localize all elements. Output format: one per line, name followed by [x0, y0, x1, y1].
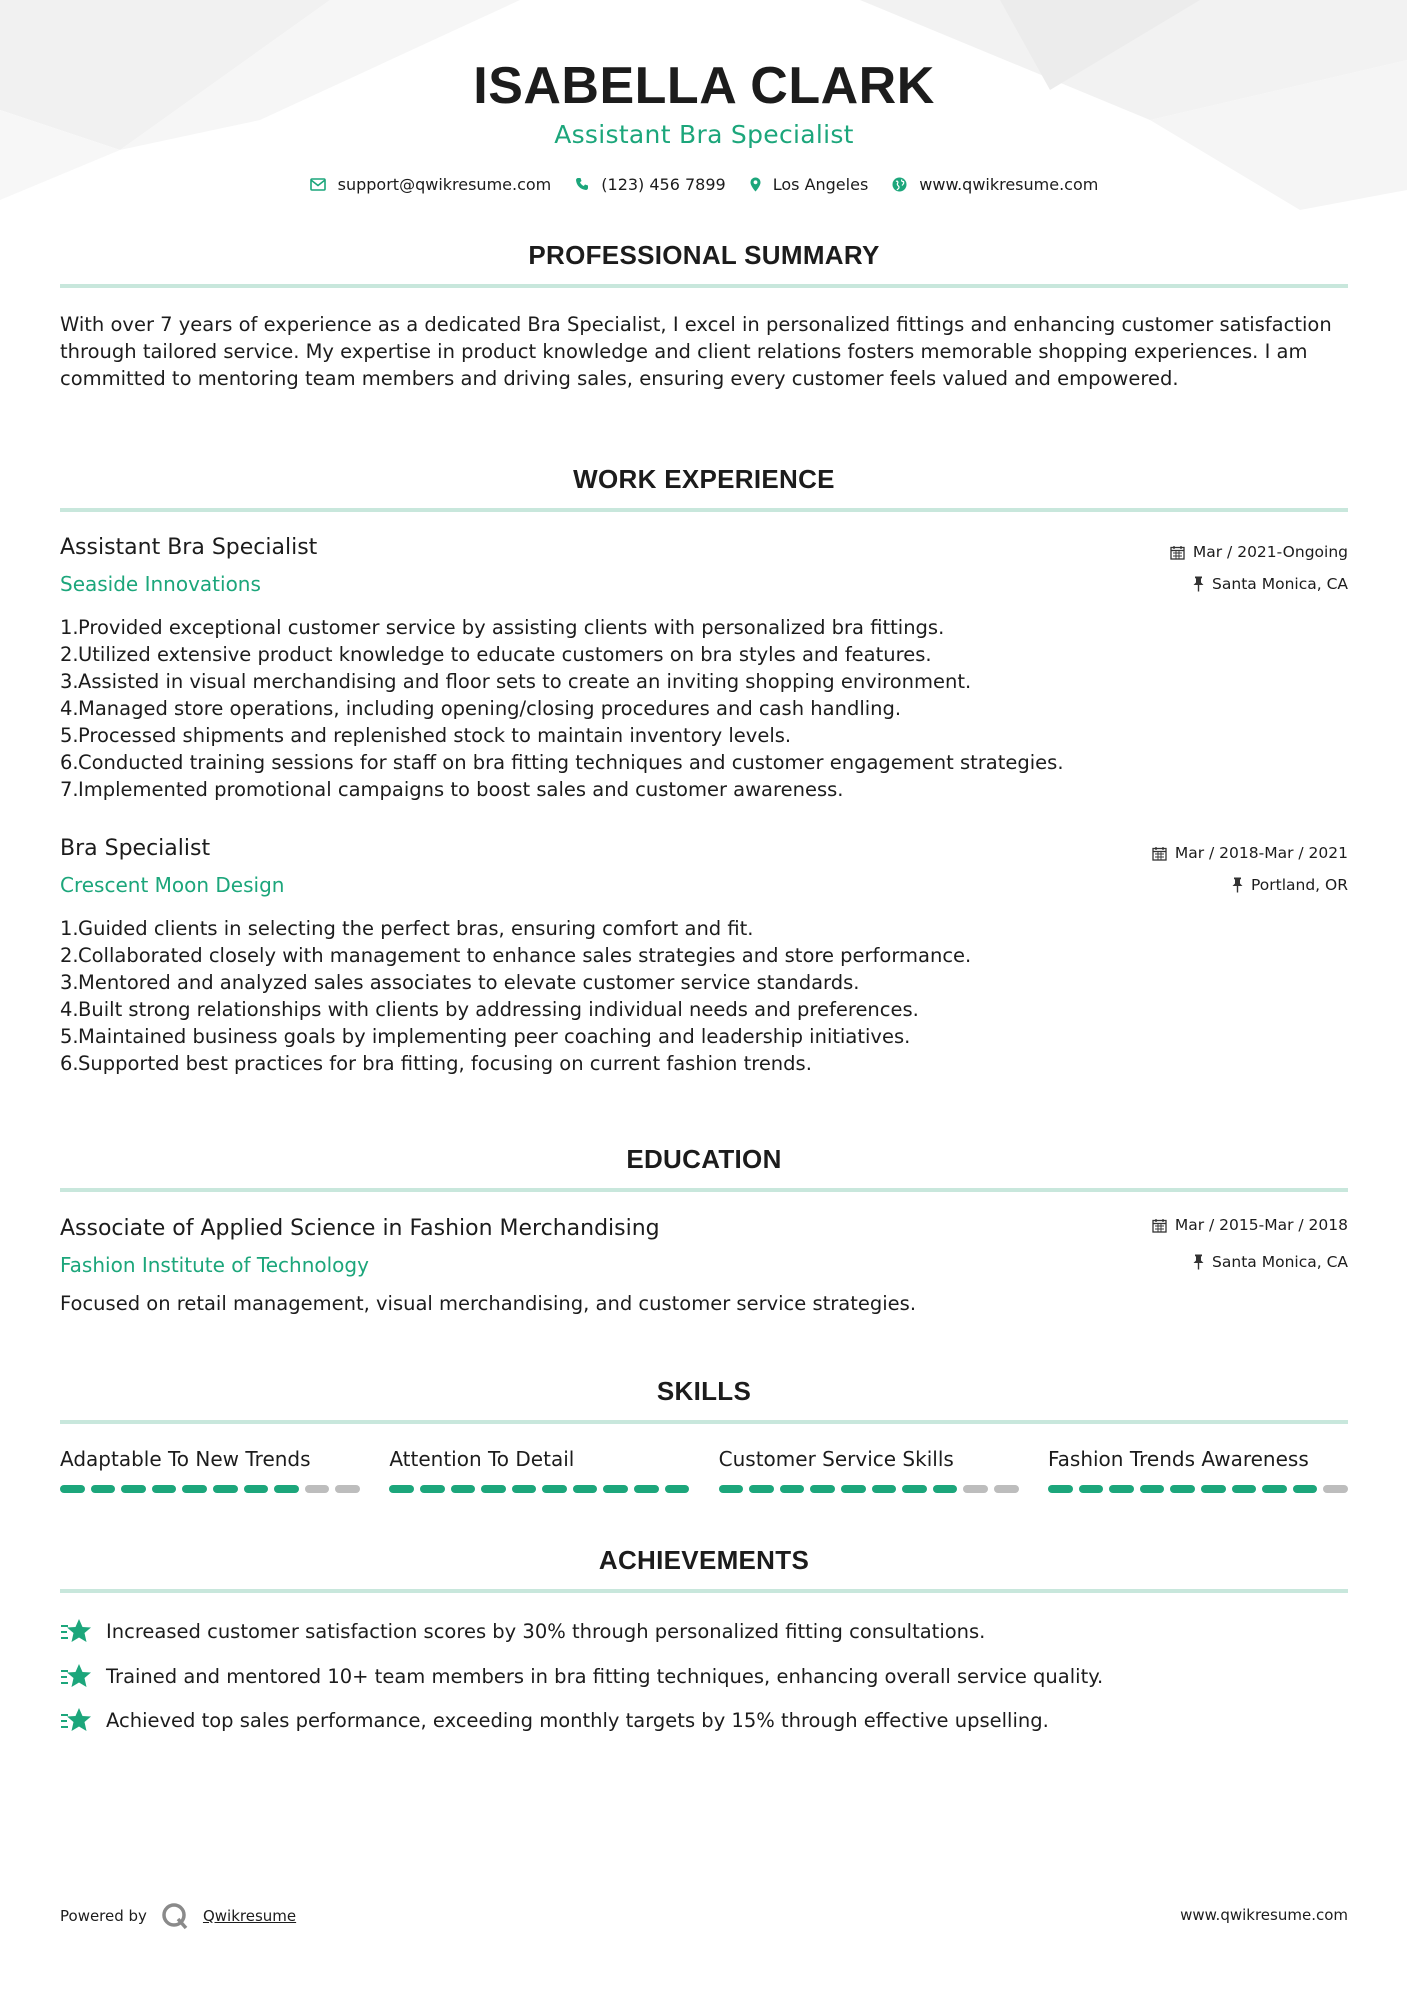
contact-website[interactable] [892, 175, 1098, 194]
contact-phone[interactable] [575, 175, 725, 194]
section-divider [60, 1589, 1348, 1593]
skill-segment-filled [60, 1485, 85, 1493]
list-item: 3. Mentored and analyzed sales associates to elevate customer service standards. [60, 971, 860, 994]
achievement-text: Trained and mentored 10+ team members in bra fitting techniques, enhancing overall service quality. [106, 1664, 1104, 1688]
achievement-item [60, 1706, 1348, 1734]
skill-segment-filled [91, 1485, 116, 1493]
star-icon [60, 1706, 92, 1734]
envelope-icon [310, 178, 326, 191]
skill-segment-filled [719, 1485, 744, 1493]
list-item: 1. Provided exceptional customer service by assisting clients with personalized bra fittings. [60, 616, 945, 639]
education-dates-text: Mar / 2015-Mar / 2018 [1174, 1216, 1348, 1234]
list-item: 1. Guided clients in selecting the perfect bras, ensuring comfort and fit. [60, 917, 754, 940]
company-name: Seaside Innovations [60, 572, 261, 596]
location-text: Los Angeles [772, 174, 869, 194]
section-title-summary: PROFESSIONAL SUMMARY [528, 240, 880, 270]
school-name: Fashion Institute of Technology [60, 1253, 369, 1277]
skill-segment-filled [1262, 1485, 1287, 1493]
section-divider [60, 284, 1348, 288]
skill-segment-filled [389, 1485, 414, 1493]
list-item: 6. Conducted training sessions for staff on bra fitting techniques and customer engagement strategies. [60, 751, 1064, 774]
skill-level-bar [389, 1485, 689, 1493]
section-title-experience: WORK EXPERIENCE [573, 464, 835, 494]
skill-segment-filled [1109, 1485, 1134, 1493]
qwikresume-link[interactable]: Qwikresume [202, 1907, 297, 1925]
phone-text: (123) 456 7899 [601, 174, 726, 194]
list-item: 5. Processed shipments and replenished stock to maintain inventory levels. [60, 724, 792, 747]
pin-icon [1232, 877, 1243, 893]
skill-item [389, 1447, 689, 1493]
pin-icon [1193, 1254, 1204, 1270]
list-item: 4. Built strong relationships with clients by addressing individual needs and preferences. [60, 998, 919, 1021]
map-marker-icon [750, 177, 761, 192]
job-location [1232, 876, 1348, 894]
skill-segment-filled [1140, 1485, 1165, 1493]
email-text: support@qwikresume.com [337, 174, 552, 194]
calendar-icon [1152, 846, 1167, 861]
skill-segment-filled [933, 1485, 958, 1493]
achievement-text: Increased customer satisfaction scores by 30% through personalized fitting consultations. [106, 1619, 986, 1643]
skill-segment-filled [244, 1485, 269, 1493]
skill-segment-filled [749, 1485, 774, 1493]
skill-segment-empty [335, 1485, 360, 1493]
education-description: Focused on retail management, visual merchandising, and customer service strategies. [60, 1292, 917, 1315]
star-icon [60, 1662, 92, 1690]
skill-segment-filled [841, 1485, 866, 1493]
list-item: 3. Assisted in visual merchandising and floor sets to create an inviting shopping environment. [60, 670, 972, 693]
skill-item [60, 1447, 360, 1493]
summary-text: With over 7 years of experience as a dedicated Bra Specialist, I excel in personalized fittings and enhancing customer satisfaction through tailored service. My expertise in product knowledge and client relations fosters memorable shopping experiences. I am committed to mentoring team members and driving sales, ensuring every customer feels valued and empowered. [60, 313, 1332, 390]
skill-segment-filled [1079, 1485, 1104, 1493]
list-item: 2. Utilized extensive product knowledge to educate customers on bra styles and features. [60, 643, 932, 666]
job-location [1193, 575, 1348, 593]
skill-segment-filled [665, 1485, 690, 1493]
contact-location [750, 175, 869, 194]
skill-segment-filled [1201, 1485, 1226, 1493]
section-divider [60, 1420, 1348, 1424]
company-name: Crescent Moon Design [60, 873, 285, 897]
website-text: www.qwikresume.com [919, 174, 1099, 194]
list-item: 5. Maintained business goals by implementing peer coaching and leadership initiatives. [60, 1025, 911, 1048]
job-duties-list [60, 614, 1348, 803]
achievement-item [60, 1617, 1348, 1645]
skill-item [719, 1447, 1019, 1493]
footer-website-link[interactable]: www.qwikresume.com [1180, 1906, 1348, 1924]
footer-powered-by [60, 1902, 296, 1930]
skill-segment-filled [1293, 1485, 1318, 1493]
section-divider [60, 1188, 1348, 1192]
skill-segment-filled [182, 1485, 207, 1493]
star-icon [60, 1617, 92, 1645]
list-item: 7. Implemented promotional campaigns to boost sales and customer awareness. [60, 778, 844, 801]
phone-icon [575, 177, 589, 191]
skill-segment-filled [902, 1485, 927, 1493]
candidate-role: Assistant Bra Specialist [554, 120, 854, 149]
qwikresume-logo-icon [161, 1902, 189, 1930]
contact-email[interactable] [310, 175, 552, 194]
skill-segment-filled [274, 1485, 299, 1493]
contact-bar [60, 172, 1348, 196]
list-item: 2. Collaborated closely with management to enhance sales strategies and store performance. [60, 944, 972, 967]
list-item: 4. Managed store operations, including opening/closing procedures and cash handling. [60, 697, 902, 720]
job-location-text: Portland, OR [1250, 876, 1348, 894]
section-title-achievements: ACHIEVEMENTS [598, 1545, 810, 1575]
job-title: Bra Specialist [60, 836, 211, 861]
powered-by-label: Powered by [60, 1907, 147, 1925]
skill-segment-empty [305, 1485, 330, 1493]
skill-item [1048, 1447, 1348, 1493]
skill-segment-filled [810, 1485, 835, 1493]
skill-segment-filled [542, 1485, 567, 1493]
skill-segment-filled [1048, 1485, 1073, 1493]
achievement-text: Achieved top sales performance, exceeding monthly targets by 15% through effective upselling. [106, 1708, 1049, 1732]
skill-name: Customer Service Skills [718, 1447, 954, 1471]
calendar-icon [1170, 545, 1185, 560]
skills-list [60, 1447, 1348, 1493]
skill-segment-filled [213, 1485, 238, 1493]
skill-segment-filled [1232, 1485, 1257, 1493]
achievement-item [60, 1662, 1348, 1690]
education-location-text: Santa Monica, CA [1212, 1253, 1348, 1271]
section-title-education: EDUCATION [626, 1144, 782, 1174]
skill-segment-filled [1170, 1485, 1195, 1493]
job-dates [1170, 543, 1348, 561]
job-dates-text: Mar / 2018-Mar / 2021 [1174, 844, 1348, 862]
education-location [1193, 1253, 1348, 1271]
section-divider [60, 508, 1348, 512]
section-title-skills: SKILLS [656, 1376, 752, 1406]
skill-segment-filled [512, 1485, 537, 1493]
job-location-text: Santa Monica, CA [1212, 575, 1348, 593]
skill-level-bar [60, 1485, 360, 1493]
pin-icon [1193, 576, 1204, 592]
degree-title: Associate of Applied Science in Fashion Merchandising [60, 1216, 660, 1241]
skill-segment-filled [780, 1485, 805, 1493]
skill-segment-filled [872, 1485, 897, 1493]
skill-segment-filled [152, 1485, 177, 1493]
skill-level-bar [1048, 1485, 1348, 1493]
skill-name: Fashion Trends Awareness [1047, 1447, 1309, 1471]
job-title: Assistant Bra Specialist [60, 535, 318, 560]
skill-segment-empty [963, 1485, 988, 1493]
skill-level-bar [719, 1485, 1019, 1493]
skill-name: Attention To Detail [389, 1447, 575, 1471]
skill-segment-empty [1323, 1485, 1348, 1493]
skill-segment-filled [420, 1485, 445, 1493]
calendar-icon [1152, 1218, 1167, 1233]
job-dates [1152, 844, 1348, 862]
candidate-name: ISABELLA CLARK [473, 57, 935, 115]
globe-icon [892, 177, 907, 192]
skill-segment-filled [451, 1485, 476, 1493]
skill-segment-filled [573, 1485, 598, 1493]
education-dates [1152, 1216, 1348, 1234]
skill-segment-empty [994, 1485, 1019, 1493]
list-item: 6. Supported best practices for bra fitting, focusing on current fashion trends. [60, 1052, 812, 1075]
skill-segment-filled [603, 1485, 628, 1493]
job-duties-list [60, 915, 1348, 1077]
skill-segment-filled [634, 1485, 659, 1493]
job-dates-text: Mar / 2021-Ongoing [1192, 543, 1348, 561]
skill-segment-filled [121, 1485, 146, 1493]
skill-segment-filled [481, 1485, 506, 1493]
skill-name: Adaptable To New Trends [60, 1447, 311, 1471]
